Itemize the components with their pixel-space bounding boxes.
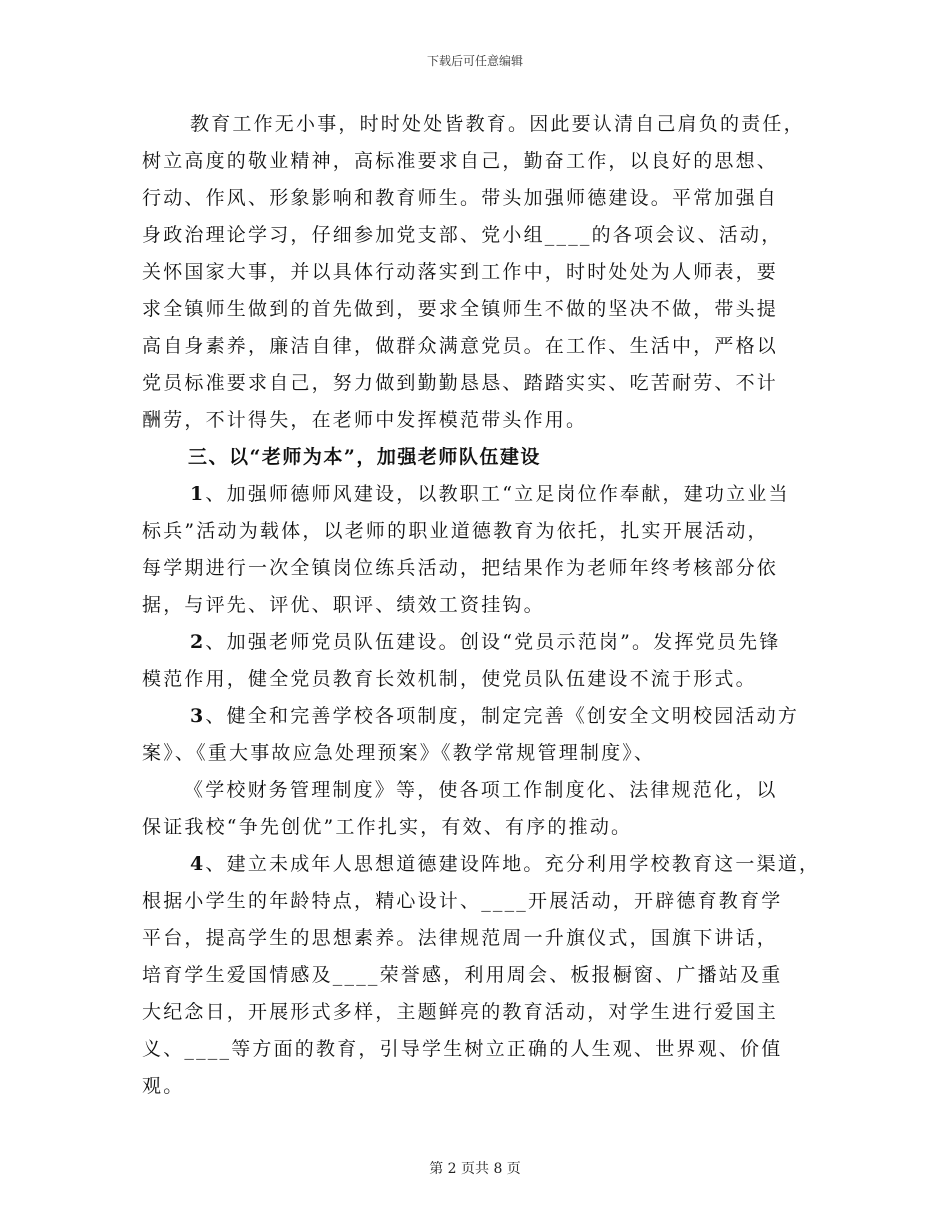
paragraph-line: 标兵”活动为载体，以老师的职业道德教育为依托，扎实开展活动， <box>142 520 769 542</box>
paragraph-line: 身政治理论学习，仔细参加党支部、党小组____的各项会议、活动， <box>142 224 783 246</box>
paragraph-line: 观。 <box>142 1075 185 1097</box>
document-body <box>142 106 822 1105</box>
list-item-4-first <box>142 846 822 883</box>
paragraph-line: 据，与评先、评优、职评、绩效工资挂钩。 <box>142 594 545 616</box>
paragraph-line: 酬劳，不计得失，在老师中发挥模范带头作用。 <box>142 409 588 431</box>
section-heading: 三、以“老师为本”，加强老师队伍建设 <box>188 446 541 468</box>
paragraph-line: 每学期进行一次全镇岗位练兵活动，把结果作为老师年终考核部分依 <box>142 557 779 579</box>
item-text: 、建立未成年人思想道德建设阵地。充分利用学校教育这一渠道， <box>205 853 821 875</box>
paragraph-line: 大纪念日，开展形式多样，主题鲜亮的教育活动，对学生进行爱国主 <box>142 1001 779 1023</box>
paragraph-line: 模范作用，健全党员教育长效机制，使党员队伍建设不流于形式。 <box>142 668 757 690</box>
paragraph-line: 案》、《重大事故应急处理预案》《教学常规管理制度》、 <box>142 742 656 764</box>
list-item-2-first <box>142 624 822 661</box>
item-number: 2 <box>190 631 206 653</box>
paragraph-line: 党员标准要求自己，努力做到勤勤恳恳、踏踏实实、吃苦耐劳、不计 <box>142 372 779 394</box>
item-text: 、加强师德师风建设，以教职工“立足岗位作奉献，建功立业当 <box>205 483 790 505</box>
page-header: 下载后可任意编辑 <box>426 54 523 68</box>
paragraph-line: 培育学生爱国情感及____荣誉感，利用周会、板报橱窗、广播站及重 <box>142 964 783 986</box>
paragraph-line: 义、____等方面的教育，引导学生树立正确的人生观、世界观、价值 <box>142 1038 783 1060</box>
paragraph-line: 树立高度的敬业精神，高标准要求自己，勤奋工作，以良好的思想、 <box>142 150 779 172</box>
paragraph-line: 高自身素养，廉洁自律，做群众满意党员。在工作、生活中，严格以 <box>142 335 779 357</box>
list-item-3-first <box>142 698 822 735</box>
item-number: 4 <box>190 853 206 875</box>
item-number: 1 <box>190 483 206 505</box>
paragraph-line: 教育工作无小事，时时处处皆教育。因此要认清自己肩负的责任， <box>190 113 805 135</box>
list-item-1-first <box>142 476 822 513</box>
paragraph-line: 根据小学生的年龄特点，精心设计、____开展活动，开辟德育教育学 <box>142 890 783 912</box>
paragraph-line: 求全镇师生做到的首先做到，要求全镇师生不做的坚决不做，带头提 <box>142 298 779 320</box>
item-number: 3 <box>190 705 206 727</box>
paragraph-line: 保证我校“争先创优”工作扎实，有效、有序的推动。 <box>142 816 633 838</box>
paragraph-line: 关怀国家大事，并以具体行动落实到工作中，时时处处为人师表，要 <box>142 261 779 283</box>
page-footer: 第 2 页共 8 页 <box>429 1161 521 1177</box>
item-text: 、加强老师党员队伍建设。创设“党员示范岗”。发挥党员先锋 <box>205 631 781 653</box>
paragraph-line: 行动、作风、形象影响和教育师生。带头加强师德建设。平常加强自 <box>142 187 779 209</box>
item-text: 、健全和完善学校各项制度，制定完善《创安全文明校园活动方 <box>205 705 800 727</box>
paragraph-line: 平台，提高学生的思想素养。法律规范周一升旗仪式，国旗下讲话， <box>142 927 779 949</box>
paragraph-line: 《学校财务管理制度》等，使各项工作制度化、法律规范化，以 <box>184 779 778 801</box>
